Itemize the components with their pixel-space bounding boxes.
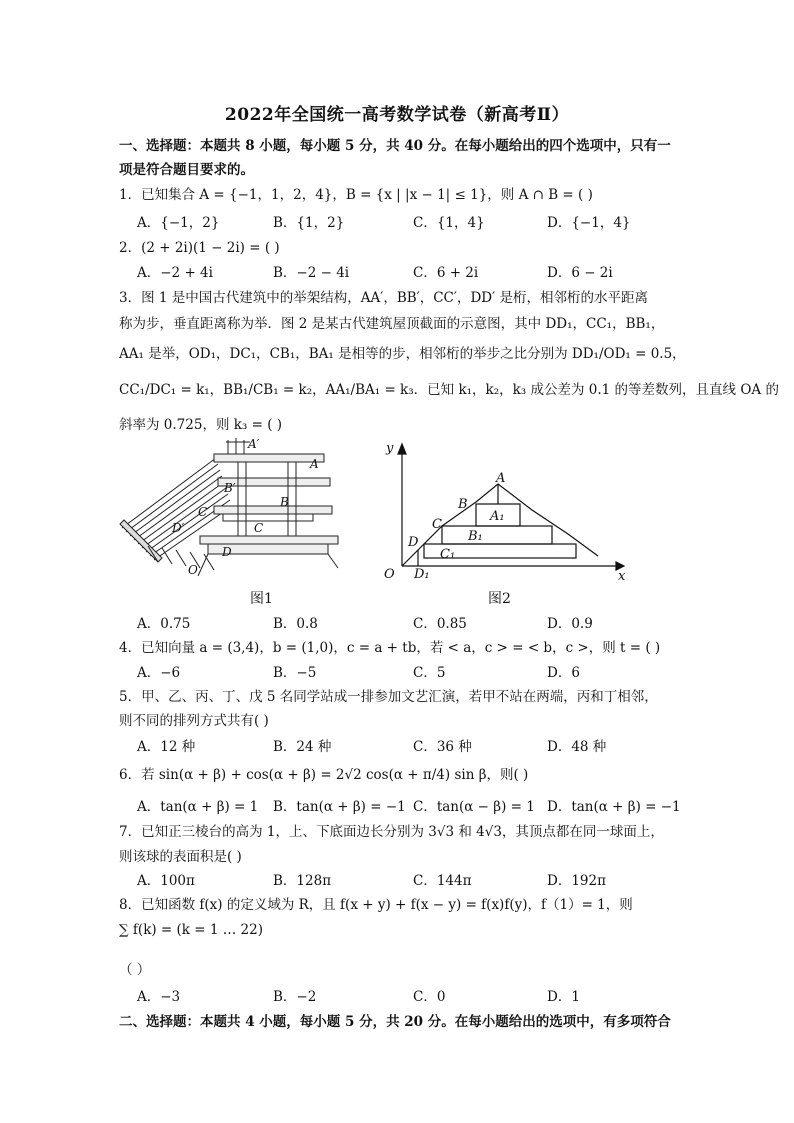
fig1-label-d: D: [222, 545, 232, 559]
figure-2-cross-section: [378, 440, 636, 582]
q1-option-a: A．{−1，2}: [137, 215, 220, 231]
fig1-label-a: A: [310, 457, 319, 471]
q4-option-d: D．6: [547, 665, 580, 681]
q2-option-c: C．6 + 2i: [413, 265, 479, 281]
q1-option-b: B．{1，2}: [273, 215, 345, 231]
fig1-label-a-prime: A′: [248, 437, 260, 451]
q3-line-1: 3．图 1 是中国古代建筑中的举架结构，AA′，BB′，CC′，DD′ 是桁，相邻桁的水平距离: [119, 290, 648, 306]
fig2-label-c1: C₁: [440, 547, 456, 562]
fig2-label-c: C: [432, 517, 442, 532]
q3-line-5: 斜率为 0.725，则 k₃ = ( ): [119, 417, 283, 433]
figure-1-caption: 图1: [250, 591, 273, 607]
fig1-label-b: B: [280, 495, 289, 509]
q3-line-2: 称为步，垂直距离称为举．图 2 是某古代建筑屋顶截面的示意图，其中 DD₁，CC₁，BB₁，: [119, 316, 665, 332]
q5-line-2: 则不同的排列方式共有( ): [119, 713, 269, 729]
q7-option-c: C．144π: [413, 873, 472, 889]
q8-option-c: C．0: [413, 989, 446, 1005]
fig2-axis-x: x: [618, 569, 626, 582]
q8-option-d: D．1: [547, 989, 580, 1005]
figure-1-roof-structure: [118, 436, 368, 582]
fig2-label-a1: A₁: [490, 509, 505, 524]
fig2-label-a: A: [496, 471, 506, 486]
q3-line-4: CC₁/DC₁ = k₁，BB₁/CB₁ = k₂，AA₁/BA₁ = k₃．已知 k₁，k₂，k₃ 成公差为 0.1 的等差数列，且直线 OA 的: [119, 382, 779, 398]
q7-line-1: 7．已知正三棱台的高为 1，上、下底面边长分别为 3√3 和 4√3，其顶点都在同一球面上，: [119, 824, 664, 840]
page-title: 2022年全国统一高考数学试卷（新高考Ⅱ）: [224, 105, 570, 125]
q7-line-2: 则该球的表面积是( ): [119, 849, 242, 865]
fig1-label-d-prime: D′: [172, 521, 185, 535]
q3-option-c: C．0.85: [413, 616, 467, 632]
fig2-label-b1: B₁: [468, 529, 483, 544]
q6-option-d: D．tan(α + β) = −1: [547, 799, 681, 815]
q3-option-b: B．0.8: [273, 616, 318, 632]
q8-option-b: B．−2: [273, 989, 317, 1005]
q5-option-c: C．36 种: [413, 739, 472, 755]
q8-line-2: ∑ f(k) = (k = 1 … 22): [119, 922, 263, 938]
q5-line-1: 5．甲、乙、丙、丁、戊 5 名同学站成一排参加文艺汇演，若甲不站在两端，丙和丁相邻，: [119, 689, 658, 705]
q8-option-a: A．−3: [137, 989, 181, 1005]
q2-stem: 2．(2 + 2i)(1 − 2i) = ( ): [119, 240, 280, 256]
fig2-axis-y: y: [386, 441, 394, 456]
section1-heading-cont: 项是符合题目要求的。: [119, 162, 254, 178]
fig1-label-c-prime: C′: [198, 505, 210, 519]
section2-heading: 二、选择题：本题共 4 小题，每小题 5 分，共 20 分。在每小题给出的选项中，有多项符合: [119, 1014, 671, 1030]
q5-option-d: D．48 种: [547, 739, 607, 755]
fig2-origin: O: [384, 567, 395, 582]
fig1-label-o: O: [188, 563, 198, 577]
q1-option-d: D．{−1，4}: [547, 215, 631, 231]
figure-2-caption: 图2: [488, 591, 511, 607]
q1-stem: 1．已知集合 A = {−1，1，2，4}，B = {x | |x − 1| ≤ 1}，则 A ∩ B = ( ): [119, 187, 593, 203]
q6-option-a: A．tan(α + β) = 1: [137, 799, 259, 815]
fig1-label-c: C: [254, 521, 264, 535]
q2-option-d: D．6 − 2i: [547, 265, 613, 281]
q3-option-d: D．0.9: [547, 616, 593, 632]
q3-option-a: A．0.75: [137, 616, 191, 632]
q2-option-a: A．−2 + 4i: [137, 265, 213, 281]
q8-line-1: 8．已知函数 f(x) 的定义域为 R，且 f(x + y) + f(x − y) = f(x)f(y)，f（1）= 1，则: [119, 897, 633, 913]
q5-option-b: B．24 种: [273, 739, 332, 755]
q2-option-b: B．−2 − 4i: [273, 265, 350, 281]
fig2-label-d1: D₁: [414, 567, 430, 582]
q6-stem: 6．若 sin(α + β) + cos(α + β) = 2√2 cos(α + π/4) sin β，则( ): [119, 767, 529, 783]
q4-stem: 4．已知向量 a = (3,4)，b = (1,0)，c = a + tb，若 < a，c > = < b，c >，则 t = ( ): [119, 640, 661, 656]
q4-option-b: B．−5: [273, 665, 317, 681]
q7-option-a: A．100π: [137, 873, 195, 889]
fig1-label-b-prime: B′: [224, 481, 236, 495]
q5-option-a: A．12 种: [137, 739, 196, 755]
q8-line-3: （ ）: [119, 962, 151, 978]
q4-option-a: A．−6: [137, 665, 181, 681]
fig2-label-b: B: [458, 497, 468, 512]
q6-option-b: B．tan(α + β) = −1: [273, 799, 406, 815]
section1-heading: 一、选择题：本题共 8 小题，每小题 5 分，共 40 分。在每小题给出的四个选项中，只有一: [119, 138, 671, 154]
fig2-label-d: D: [408, 535, 419, 550]
q4-option-c: C．5: [413, 665, 446, 681]
q3-line-3: AA₁ 是举，OD₁，DC₁，CB₁，BA₁ 是相等的步，相邻桁的举步之比分别为 DD₁/OD₁ = 0.5，: [119, 346, 686, 362]
q6-option-c: C．tan(α − β) = 1: [413, 799, 535, 815]
q7-option-b: B．128π: [273, 873, 332, 889]
q7-option-d: D．192π: [547, 873, 606, 889]
q1-option-c: C．{1，4}: [413, 215, 485, 231]
